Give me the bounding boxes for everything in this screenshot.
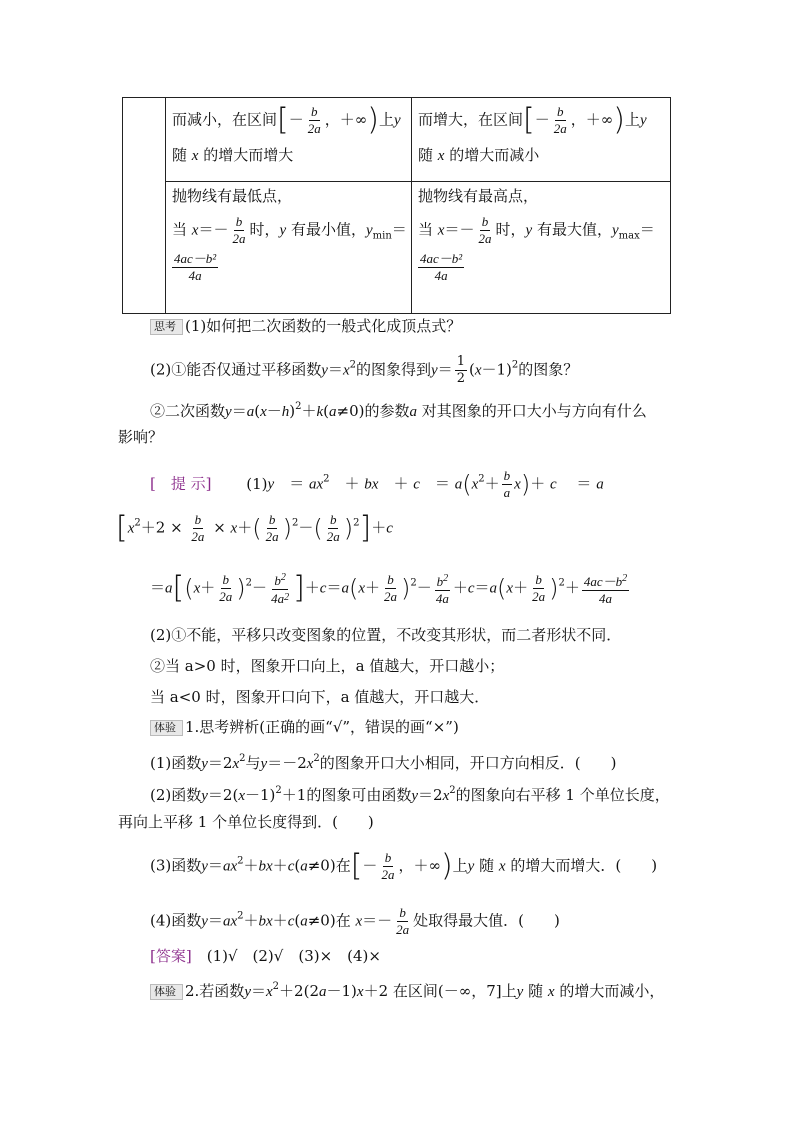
exp1-item-3: (3)函数$y=ax^2+bx+c(a\ne 0)$在[－ $\frac{b}{2a}$ ，＋∞)上y 随 x 的增大而增大．( ) (150, 848, 658, 884)
answer-text: (1)√ (2)√ (3)× (4)× (206, 947, 381, 965)
text: 的增大而增大 (203, 146, 294, 164)
text: 而增大，在区间 (418, 110, 524, 129)
text: 有最大值， (536, 220, 612, 239)
think-q3-cont (118, 427, 163, 447)
exp1-item-2-cont: 再向上平移 1 个单位长度得到．( ) (118, 813, 374, 831)
text: 随 (528, 982, 544, 1000)
text: 的增大而减小 (449, 146, 540, 164)
text: 上 (452, 856, 468, 875)
table-cell-r1-left: 而减小，在区间[－ $\frac{b}{2a}$ ，＋∞)上y 随 x 的增大而增大 (166, 98, 412, 182)
hint-label: [ 提 示] (150, 474, 212, 493)
text: 4ac－b² (174, 251, 217, 267)
think-q1 (150, 316, 461, 336)
text: 的增大而减小， (559, 982, 665, 1000)
text: 的参数 (364, 402, 410, 420)
text: 上 (624, 110, 640, 129)
text: 在 (335, 856, 351, 875)
text: 影响？ (118, 428, 164, 446)
table-blank-cell (123, 98, 166, 314)
text: (1)如何把二次函数的一般式化成顶点式？ (185, 317, 462, 335)
text: 抛物线有最低点， (172, 187, 293, 206)
exp2-line: 体验 2.若函数$y=x^2+2(2a-1)x+2$ 在区间(－∞，7]上y 随 x 的增大而减小， (150, 977, 664, 1002)
text: 4a (434, 268, 448, 284)
text: 的图象向右平移 1 个单位长度， (455, 786, 670, 804)
text: 的增大而增大．( ) (510, 856, 658, 875)
think-tag: 思考 (150, 319, 183, 335)
text: 随 (172, 146, 188, 164)
answer-line (150, 946, 381, 966)
text: 的图象？ (518, 360, 579, 379)
text: (3)函数 (150, 856, 202, 875)
text: 4ac－b² (420, 251, 463, 267)
hint-line-1: [ 提 示] (1)y ＝ $ax^2$ ＋ bx ＋ c ＝ $a(x^2+$ $\frac{b}{a}$ x)＋ c ＝ a (150, 468, 604, 500)
text: 的图象开口大小相同，开口方向相反．( ) (319, 754, 617, 772)
text: 时， (495, 220, 526, 239)
text: ②二次函数 (150, 402, 226, 420)
text: 的图象可由函数 (306, 786, 412, 804)
exp1-title (150, 717, 459, 737)
table-cell-r2-right: 抛物线有最高点， 当 x＝－ $\frac{b}{2a}$ 时，y 有最大值，$y_{max}=$ $\frac{\text{4ac－b²}}{4a}$ (412, 182, 671, 314)
exp1-item-1: (1)函数$y=2x^2$与$y=-2x^2$的图象开口大小相同，开口方向相反．( ) (150, 753, 617, 772)
text: 与 (245, 754, 261, 772)
text: 随 (479, 856, 495, 875)
answer-label: [答案] (150, 947, 192, 965)
text: 而减小，在区间 (172, 110, 278, 129)
text: 抛物线有最高点， (418, 187, 539, 206)
table-cell-r1-right: 而增大，在区间[－ $\frac{b}{2a}$ ，＋∞)上y 随 x 的增大而减小 (412, 98, 671, 182)
text: max (618, 230, 640, 242)
text: 时， (249, 220, 280, 239)
table-cell-r2-left: 抛物线有最低点， 当 x＝－ $\frac{b}{2a}$ 时，y 有最小值，$y_{min}=$ $\frac{\text{4ac－b²}}{4a}$ (166, 182, 412, 314)
hint-line-2: [$x^2+2$ × $\frac{b}{2a}$ × x＋( $\frac{b}{2a}$ )$^2$－( $\frac{b}{2a}$ )$^2$]＋c (116, 510, 393, 546)
text: 在 (335, 911, 351, 930)
text: 当 (418, 220, 434, 239)
exp-tag: 体验 (150, 984, 183, 1000)
text: 的图象得到 (355, 360, 431, 379)
text: (2)①能否仅通过平移函数 (150, 360, 322, 379)
text: (4)函数 (150, 911, 202, 930)
hint-a2: (2)①不能，平移只改变图象的位置，不改变其形状，而二者形状不同． (150, 626, 622, 644)
text: 对其图象的开口大小与方向有什么 (421, 402, 647, 420)
text: 有最小值， (290, 220, 366, 239)
text: 2.若函数 (185, 982, 245, 1000)
exp-tag: 体验 (150, 720, 183, 736)
text: 4a (188, 268, 202, 284)
hint-a3: ②当 a>0 时，图象开口向上，a 值越大，开口越小； (150, 657, 505, 675)
property-table (122, 97, 671, 314)
hint-a4: 当 a<0 时，图象开口向下，a 值越大，开口越大． (150, 688, 490, 706)
text: (2)函数 (150, 786, 202, 804)
text: 上 (378, 110, 394, 129)
think-q3: ②二次函数$y=a(x-h)^2+k(a\ne 0)$的参数a 对其图象的开口大小与方向有什么 (150, 401, 647, 420)
exp1-item-4: (4)函数$y=ax^2+bx+c(a\ne 0)$在 x＝－ $\frac{b}{2a}$ 处取得最大值．( ) (150, 905, 560, 937)
text: (1) (246, 474, 268, 493)
hint-line-3: ＝a[(x＋ $\frac{b}{2a}$ )$^2$－ $\frac{b^2}{4a^2}$ ]＋c＝a(x＋ $\frac{b}{2a}$ )$^2$－ $\frac{b^2}{4a}$ ＋c＝a(x＋ $\frac{b}{2a}$ )$^2$＋ $\frac{4ac-b^2}{4a}$ (150, 570, 628, 606)
think-q2: (2)①能否仅通过平移函数$y=x^2$的图象得到y＝ $\frac{1}{2}$ $(x-1)^2$的图象？ (150, 354, 579, 386)
text: 1.思考辨析(正确的画“√”，错误的画“×”) (185, 718, 459, 736)
exp1-item-2: (2)函数$y=2(x-1)^2+1$的图象可由函数$y=2x^2$的图象向右平移 1 个单位长度， (150, 785, 670, 804)
text: 处取得最大值．( ) (413, 911, 560, 930)
text: 在区间(－∞，7]上 (392, 982, 517, 1000)
text: min (372, 230, 392, 242)
text: 随 (418, 146, 434, 164)
text: 当 (172, 220, 188, 239)
text: (1)函数 (150, 754, 202, 772)
